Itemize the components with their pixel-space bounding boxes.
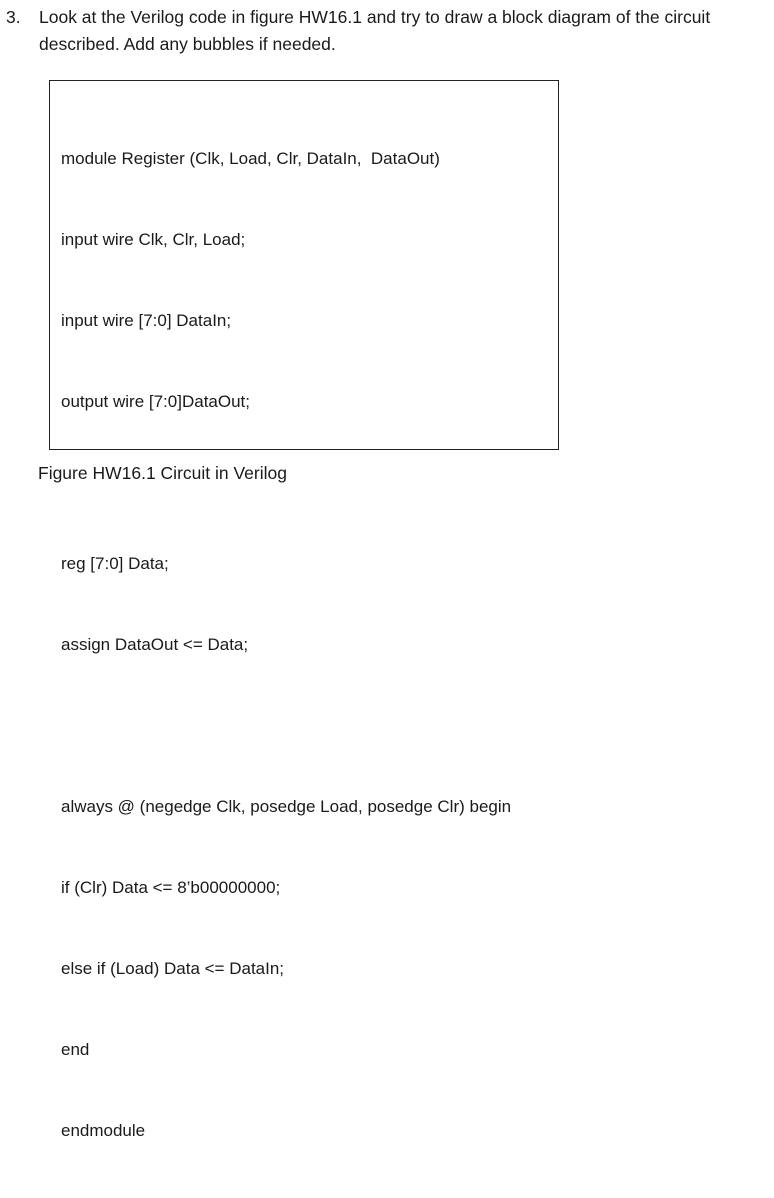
- code-line: input wire [7:0] DataIn;: [61, 311, 232, 330]
- question-line-1: Look at the Verilog code in figure HW16.1 and try to draw a block diagram of the circuit: [39, 7, 711, 27]
- code-line: else if (Load) Data <= DataIn;: [61, 959, 285, 978]
- code-line: assign DataOut <= Data;: [61, 635, 249, 654]
- figure-caption: Figure HW16.1 Circuit in Verilog: [38, 463, 287, 483]
- code-line-blank: [61, 712, 511, 739]
- code-line: output wire [7:0]DataOut;: [61, 392, 250, 411]
- code-line: input wire Clk, Clr, Load;: [61, 230, 246, 249]
- code-line: if (Clr) Data <= 8’b00000000;: [61, 878, 281, 897]
- question-text: [6, 4, 772, 58]
- code-line: end: [61, 1040, 90, 1059]
- code-line: module Register (Clk, Load, Clr, DataIn, DataOut): [61, 149, 440, 168]
- question-line-2: described. Add any bubbles if needed.: [39, 34, 336, 54]
- question-body: [39, 4, 710, 58]
- code-line: always @ (negedge Clk, posedge Load, posedge Clr) begin: [61, 797, 512, 816]
- code-line: endmodule: [61, 1121, 146, 1140]
- code-line: reg [7:0] Data;: [61, 554, 169, 573]
- verilog-code: [61, 91, 511, 1198]
- question-number: 3.: [6, 7, 21, 27]
